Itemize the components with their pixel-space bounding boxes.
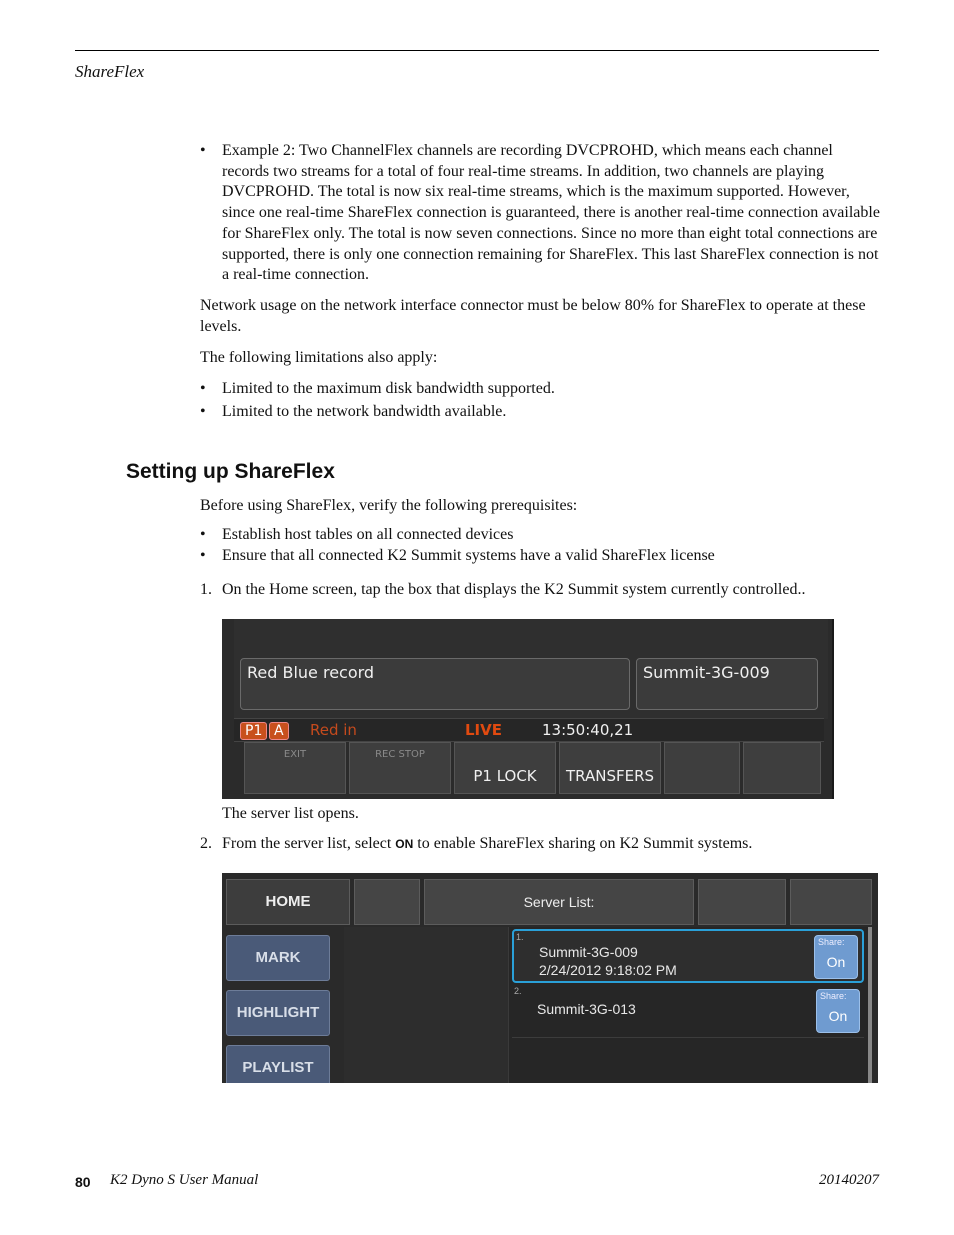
highlight-button[interactable]: HIGHLIGHT (226, 990, 330, 1036)
blank-top-button[interactable] (790, 879, 872, 925)
button-label: P1 LOCK (473, 767, 537, 785)
bullet-marker: • (200, 526, 206, 543)
p1-lock-button[interactable] (454, 742, 556, 794)
bullet-marker: • (200, 142, 206, 159)
blank-top-button[interactable] (698, 879, 786, 925)
channel-badge: P1 (240, 722, 267, 740)
step2-text (222, 834, 882, 855)
button-label: REC STOP (375, 749, 425, 760)
page-number: 80 (75, 1174, 91, 1190)
transfers-button[interactable] (559, 742, 661, 794)
share-value: On (828, 1008, 848, 1024)
server-name-box[interactable]: Summit-3G-009 (636, 658, 818, 710)
home-screen-screenshot (222, 619, 834, 799)
server-list-title: Server List: (424, 879, 694, 925)
bullet-marker: • (200, 380, 206, 397)
limits-intro: The following limitations also apply: (200, 349, 438, 366)
prereq-item: Establish host tables on all connected devices (222, 526, 514, 543)
step1-result: The server list opens. (222, 805, 359, 822)
header-rule (75, 50, 879, 51)
button-label: EXIT (283, 749, 307, 760)
status-bar (234, 718, 824, 742)
network-paragraph: Network usage on the network interface connector must be below 80% for ShareFlex to operate at these levels. (200, 297, 866, 335)
row-index: 2. (514, 986, 522, 996)
step2-pre: From the server list, select (222, 835, 396, 852)
exit-button[interactable] (244, 742, 346, 794)
list-left-pane (344, 927, 509, 1083)
prereq-item: Ensure that all connected K2 Summit systems have a valid ShareFlex license (222, 547, 715, 564)
step1-text: On the Home screen, tap the box that displays the K2 Summit system currently controlled.. (222, 581, 806, 598)
server-row-1[interactable] (512, 929, 864, 983)
clip-name-box[interactable]: Red Blue record (240, 658, 630, 710)
limit-item: Limited to the maximum disk bandwidth supported. (222, 380, 555, 397)
bullet-marker: • (200, 547, 206, 564)
list-scrollbar[interactable] (868, 927, 872, 1083)
server-date: 2/24/2012 9:18:02 PM (539, 962, 677, 978)
manual-title: K2 Dyno S User Manual (110, 1172, 259, 1188)
blank-button[interactable] (743, 742, 821, 794)
server-name: Summit-3G-009 (539, 944, 638, 960)
limit-item: Limited to the network bandwidth available. (222, 403, 507, 420)
playlist-button[interactable]: PLAYLIST (226, 1045, 330, 1083)
step-number: 1. (200, 581, 212, 598)
server-row-2[interactable] (512, 985, 864, 1039)
section-heading: Setting up ShareFlex (126, 460, 335, 483)
share-label: Share: (818, 937, 845, 947)
mark-button[interactable]: MARK (226, 935, 330, 981)
running-header: ShareFlex (75, 62, 145, 81)
step2-post: to enable ShareFlex sharing on K2 Summit systems. (413, 835, 753, 852)
share-toggle[interactable] (816, 989, 860, 1033)
button-label: TRANSFERS (565, 767, 655, 785)
row-divider (512, 1037, 864, 1038)
home-button[interactable]: HOME (226, 879, 350, 925)
example2-text: Example 2: Two ChannelFlex channels are recording DVCPROHD, which means each channel records two streams for a total of four real-time streams. In addition, two channels are playing DVCPROHD. The total is now six real-time streams, which is the maximum supported. However, since one real-time ShareFlex connection is guaranteed, there is another real-time connection available for ShareFlex only. The total is now seven connections. Since no more than eight total connections are supported, there is only one connection remaining for ShareFlex. This last ShareFlex connection is not a real-time connection. (222, 142, 880, 284)
share-toggle[interactable] (814, 935, 858, 979)
share-value: On (826, 954, 846, 970)
blank-top-button[interactable] (354, 879, 420, 925)
on-tag: ON (395, 837, 414, 851)
server-list (344, 927, 872, 1083)
section-intro: Before using ShareFlex, verify the following prerequisites: (200, 497, 578, 514)
server-name: Summit-3G-013 (537, 1001, 636, 1017)
step-number: 2. (200, 835, 212, 852)
blank-button[interactable] (664, 742, 740, 794)
mode-badge: A (269, 722, 289, 740)
bullet-marker: • (200, 403, 206, 420)
share-label: Share: (820, 991, 847, 1001)
server-list-screenshot (222, 873, 878, 1083)
timecode: 13:50:40,21 (542, 721, 634, 739)
rec-stop-button[interactable] (349, 742, 451, 794)
doc-date: 20140207 (819, 1172, 879, 1188)
row-index: 1. (516, 932, 524, 942)
status-text: Red in (310, 721, 357, 739)
live-indicator: LIVE (465, 721, 502, 739)
